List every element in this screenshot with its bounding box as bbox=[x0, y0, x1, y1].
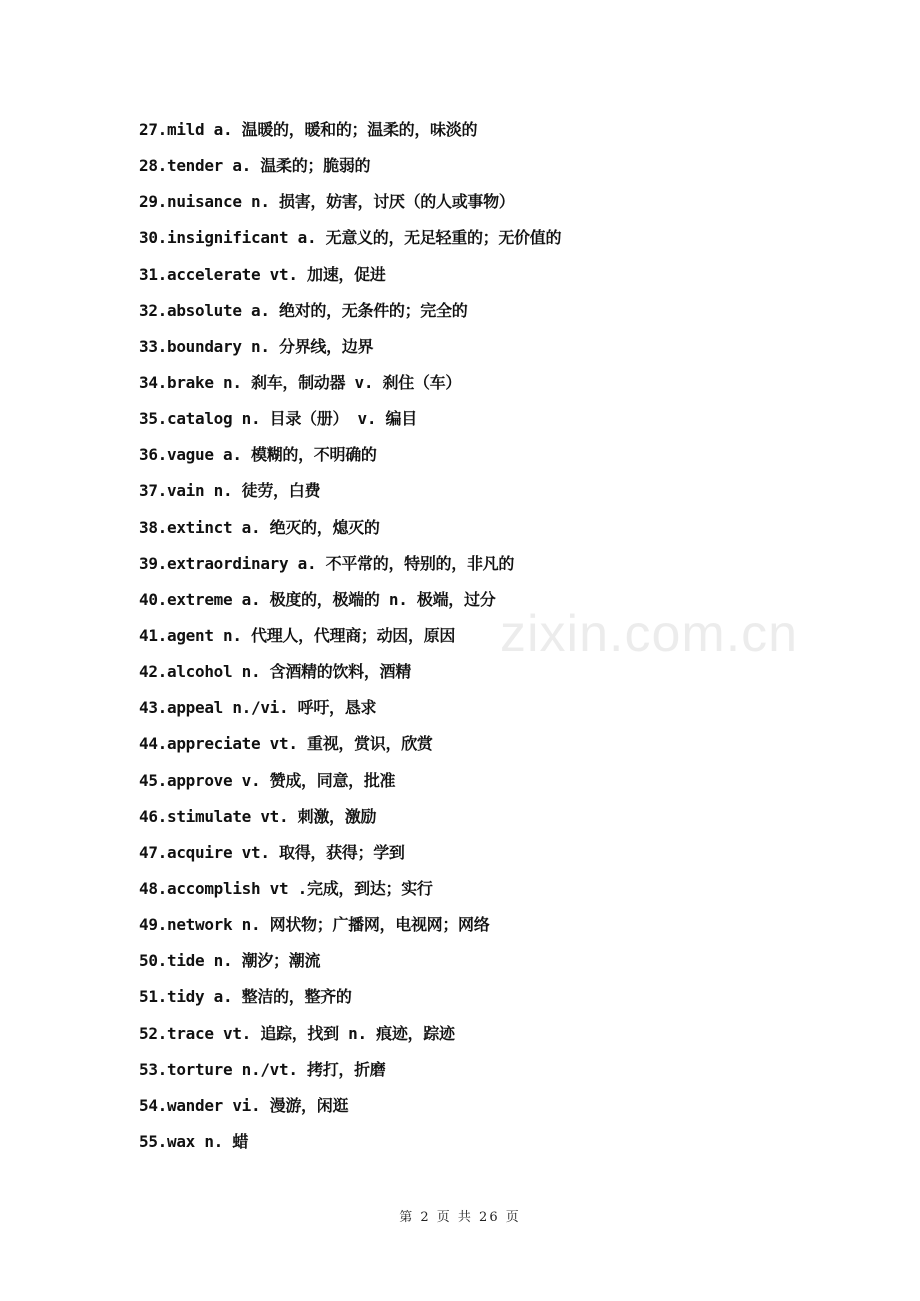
vocab-entry: 46.stimulate vt. 刺激，激励 bbox=[139, 806, 377, 826]
vocab-entry: 35.catalog n. 目录（册） v. 编目 bbox=[139, 409, 417, 429]
vocab-entry: 50.tide n. 潮汐；潮流 bbox=[139, 951, 321, 971]
vocab-entry: 51.tidy a. 整洁的，整齐的 bbox=[139, 987, 352, 1007]
vocab-entry: 42.alcohol n. 含酒精的饮料，酒精 bbox=[139, 662, 411, 682]
vocab-entry: 43.appeal n./vi. 呼吁，恳求 bbox=[139, 698, 377, 718]
vocab-entry: 39.extraordinary a. 不平常的，特别的，非凡的 bbox=[139, 553, 515, 573]
vocab-entry: 52.trace vt. 追踪，找到 n. 痕迹，踪迹 bbox=[139, 1023, 455, 1043]
vocab-entry: 37.vain n. 徒劳，白费 bbox=[139, 481, 321, 501]
vocab-entry: 54.wander vi. 漫游，闲逛 bbox=[139, 1095, 349, 1115]
vocab-entry: 45.approve v. 赞成，同意，批准 bbox=[139, 770, 396, 790]
vocab-entry: 36.vague a. 模糊的，不明确的 bbox=[139, 445, 377, 465]
watermark: zixin.com.cn bbox=[500, 605, 799, 663]
vocab-entry: 33.boundary n. 分界线，边界 bbox=[139, 336, 374, 356]
vocab-entry: 28.tender a. 温柔的；脆弱的 bbox=[139, 156, 371, 176]
vocab-entry: 30.insignificant a. 无意义的，无足轻重的；无价值的 bbox=[139, 228, 562, 248]
vocab-entry: 27.mild a. 温暖的，暖和的；温柔的，味淡的 bbox=[139, 120, 478, 139]
vocab-entry: 44.appreciate vt. 重视，赏识，欣赏 bbox=[139, 734, 433, 754]
vocab-entry: 55.wax n. 蜡 bbox=[139, 1131, 249, 1151]
vocab-entry: 47.acquire vt. 取得，获得；学到 bbox=[139, 842, 405, 862]
page-number-footer: 第 2 页 共 26 页 bbox=[399, 1210, 521, 1225]
vocab-entry: 48.accomplish vt .完成，到达；实行 bbox=[139, 878, 433, 898]
vocab-entry: 40.extreme a. 极度的，极端的 n. 极端，过分 bbox=[139, 589, 496, 609]
vocab-entry: 38.extinct a. 绝灭的，熄灭的 bbox=[139, 517, 380, 537]
vocab-entry: 31.accelerate vt. 加速，促进 bbox=[139, 264, 386, 284]
vocab-entry: 41.agent n. 代理人，代理商；动因，原因 bbox=[139, 625, 456, 645]
vocab-entry: 49.network n. 网状物；广播网，电视网；网络 bbox=[139, 915, 490, 935]
vocab-entry: 29.nuisance n. 损害，妨害，讨厌（的人或事物） bbox=[139, 192, 515, 212]
vocab-entry: 32.absolute a. 绝对的，无条件的；完全的 bbox=[139, 300, 468, 320]
vocab-entry: 34.brake n. 刹车，制动器 v. 刹住（车） bbox=[139, 372, 462, 392]
vocab-entry: 53.torture n./vt. 拷打，折磨 bbox=[139, 1059, 386, 1079]
